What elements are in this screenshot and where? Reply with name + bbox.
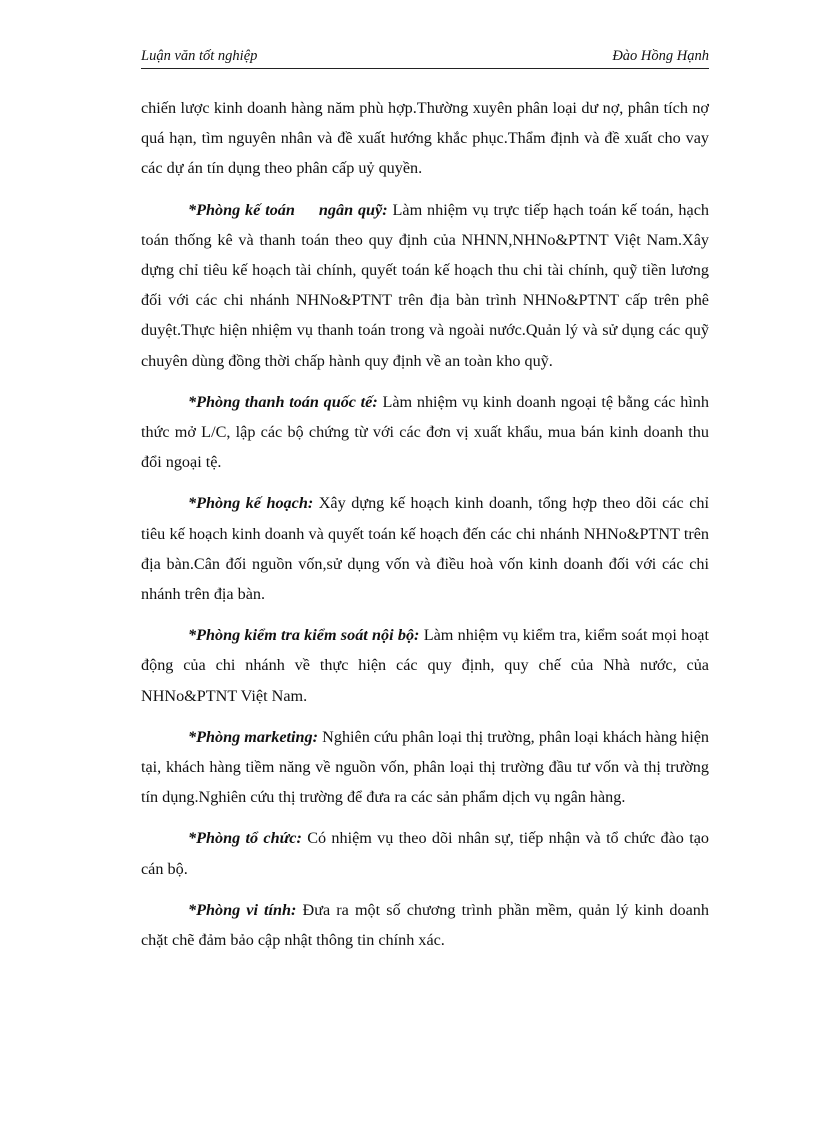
page-header: [141, 46, 709, 69]
paragraph-lead: *Phòng tổ chức:: [188, 829, 302, 848]
paragraph-text: Nghiên cứu phân loại thị trường, phân loại khách hàng hiện tại, khách hàng tiềm năng về nguồn vốn, phân loại thị trường đầu tư vốn và thị trường tín dụng.Nghiên cứu thị trường để đưa ra các sản phẩm dịch vụ ngân hàng.: [141, 727, 710, 807]
paragraph-lead-part-1: *Phòng kế toán: [188, 200, 295, 219]
paragraph-text: Làm nhiệm vụ kinh doanh ngoại tệ bằng các hình thức mở L/C, lập các bộ chứng từ với các đơn vị xuất khẩu, mua bán kinh doanh thu đổi ngoại tệ.: [141, 392, 709, 472]
paragraph-lead-part-2: ngân quỹ:: [318, 200, 388, 219]
paragraph-internal-audit-dept: [141, 620, 709, 711]
paragraph-organization-dept: [141, 823, 709, 883]
paragraph-text: Đưa ra một số chương trình phần mềm, quản lý kinh doanh chặt chẽ đảm bảo cập nhật thông tin chính xác.: [141, 900, 709, 950]
header-author-name: Đào Hồng Hạnh: [612, 48, 709, 64]
paragraph-lead: *Phòng kế hoạch:: [188, 494, 314, 513]
paragraph-text: chiến lược kinh doanh hàng năm phù hợp.Thường xuyên phân loại dư nợ, phân tích nợ quá hạn, tìm nguyên nhân và đề xuất hướng khắc phục.Thẩm định và đề xuất cho vay các dự án tín dụng theo phân cấp uỷ quyền.: [141, 99, 709, 178]
paragraph-marketing-dept: [141, 722, 709, 813]
paragraph-text: Có nhiệm vụ theo dõi nhân sự, tiếp nhận và tổ chức đào tạo cán bộ.: [141, 829, 709, 878]
paragraph-it-dept: [141, 895, 709, 955]
header-thesis-label: Luận văn tốt nghiệp: [141, 48, 258, 64]
paragraph-lead: [188, 201, 388, 219]
paragraph-text: Làm nhiệm vụ trực tiếp hạch toán kế toán, hạch toán thống kê và thanh toán theo quy định của NHNN,NHNo&PTNT Việt Nam.Xây dựng chỉ tiêu kế hoạch tài chính, quyết toán kế hoạch thu chi tài chính, quỹ tiền lương đối với các chi nhánh NHNo&PTNT trên địa bàn trình NHNo&PTNT cấp trên phê duyệt.Thực hiện nhiệm vụ thanh toán trong và ngoài nước.Quản lý và sử dụng các quỹ chuyên dùng đồng thời chấp hành quy định về an toàn kho quỹ.: [141, 200, 709, 370]
paragraph-continuation: [141, 93, 709, 184]
paragraph-international-payment-dept: [141, 387, 709, 478]
paragraph-text: Làm nhiệm vụ kiểm tra, kiểm soát mọi hoạt động của chi nhánh về thực hiện các quy định, quy chế của Nhà nước, của NHNo&PTNT Việt Nam.: [141, 626, 709, 705]
paragraph-accounting-dept: [141, 195, 709, 376]
paragraph-lead: *Phòng marketing:: [188, 727, 319, 746]
paragraph-lead: *Phòng vi tính:: [188, 900, 297, 919]
paragraph-lead: *Phòng kiểm tra kiểm soát nội bộ:: [188, 626, 420, 645]
paragraph-text: Xây dựng kế hoạch kinh doanh, tổng hợp theo dõi các chỉ tiêu kế hoạch kinh doanh và quyết toán kế hoạch đến các chi nhánh NHNo&PTNT trên địa bàn.Cân đối nguồn vốn,sử dụng vốn và điều hoà vốn kinh doanh đối với các chi nhánh trên địa bàn.: [141, 494, 709, 604]
paragraph-lead: *Phòng thanh toán quốc tế:: [188, 392, 378, 411]
document-body: [141, 93, 709, 966]
paragraph-planning-dept: [141, 488, 709, 609]
